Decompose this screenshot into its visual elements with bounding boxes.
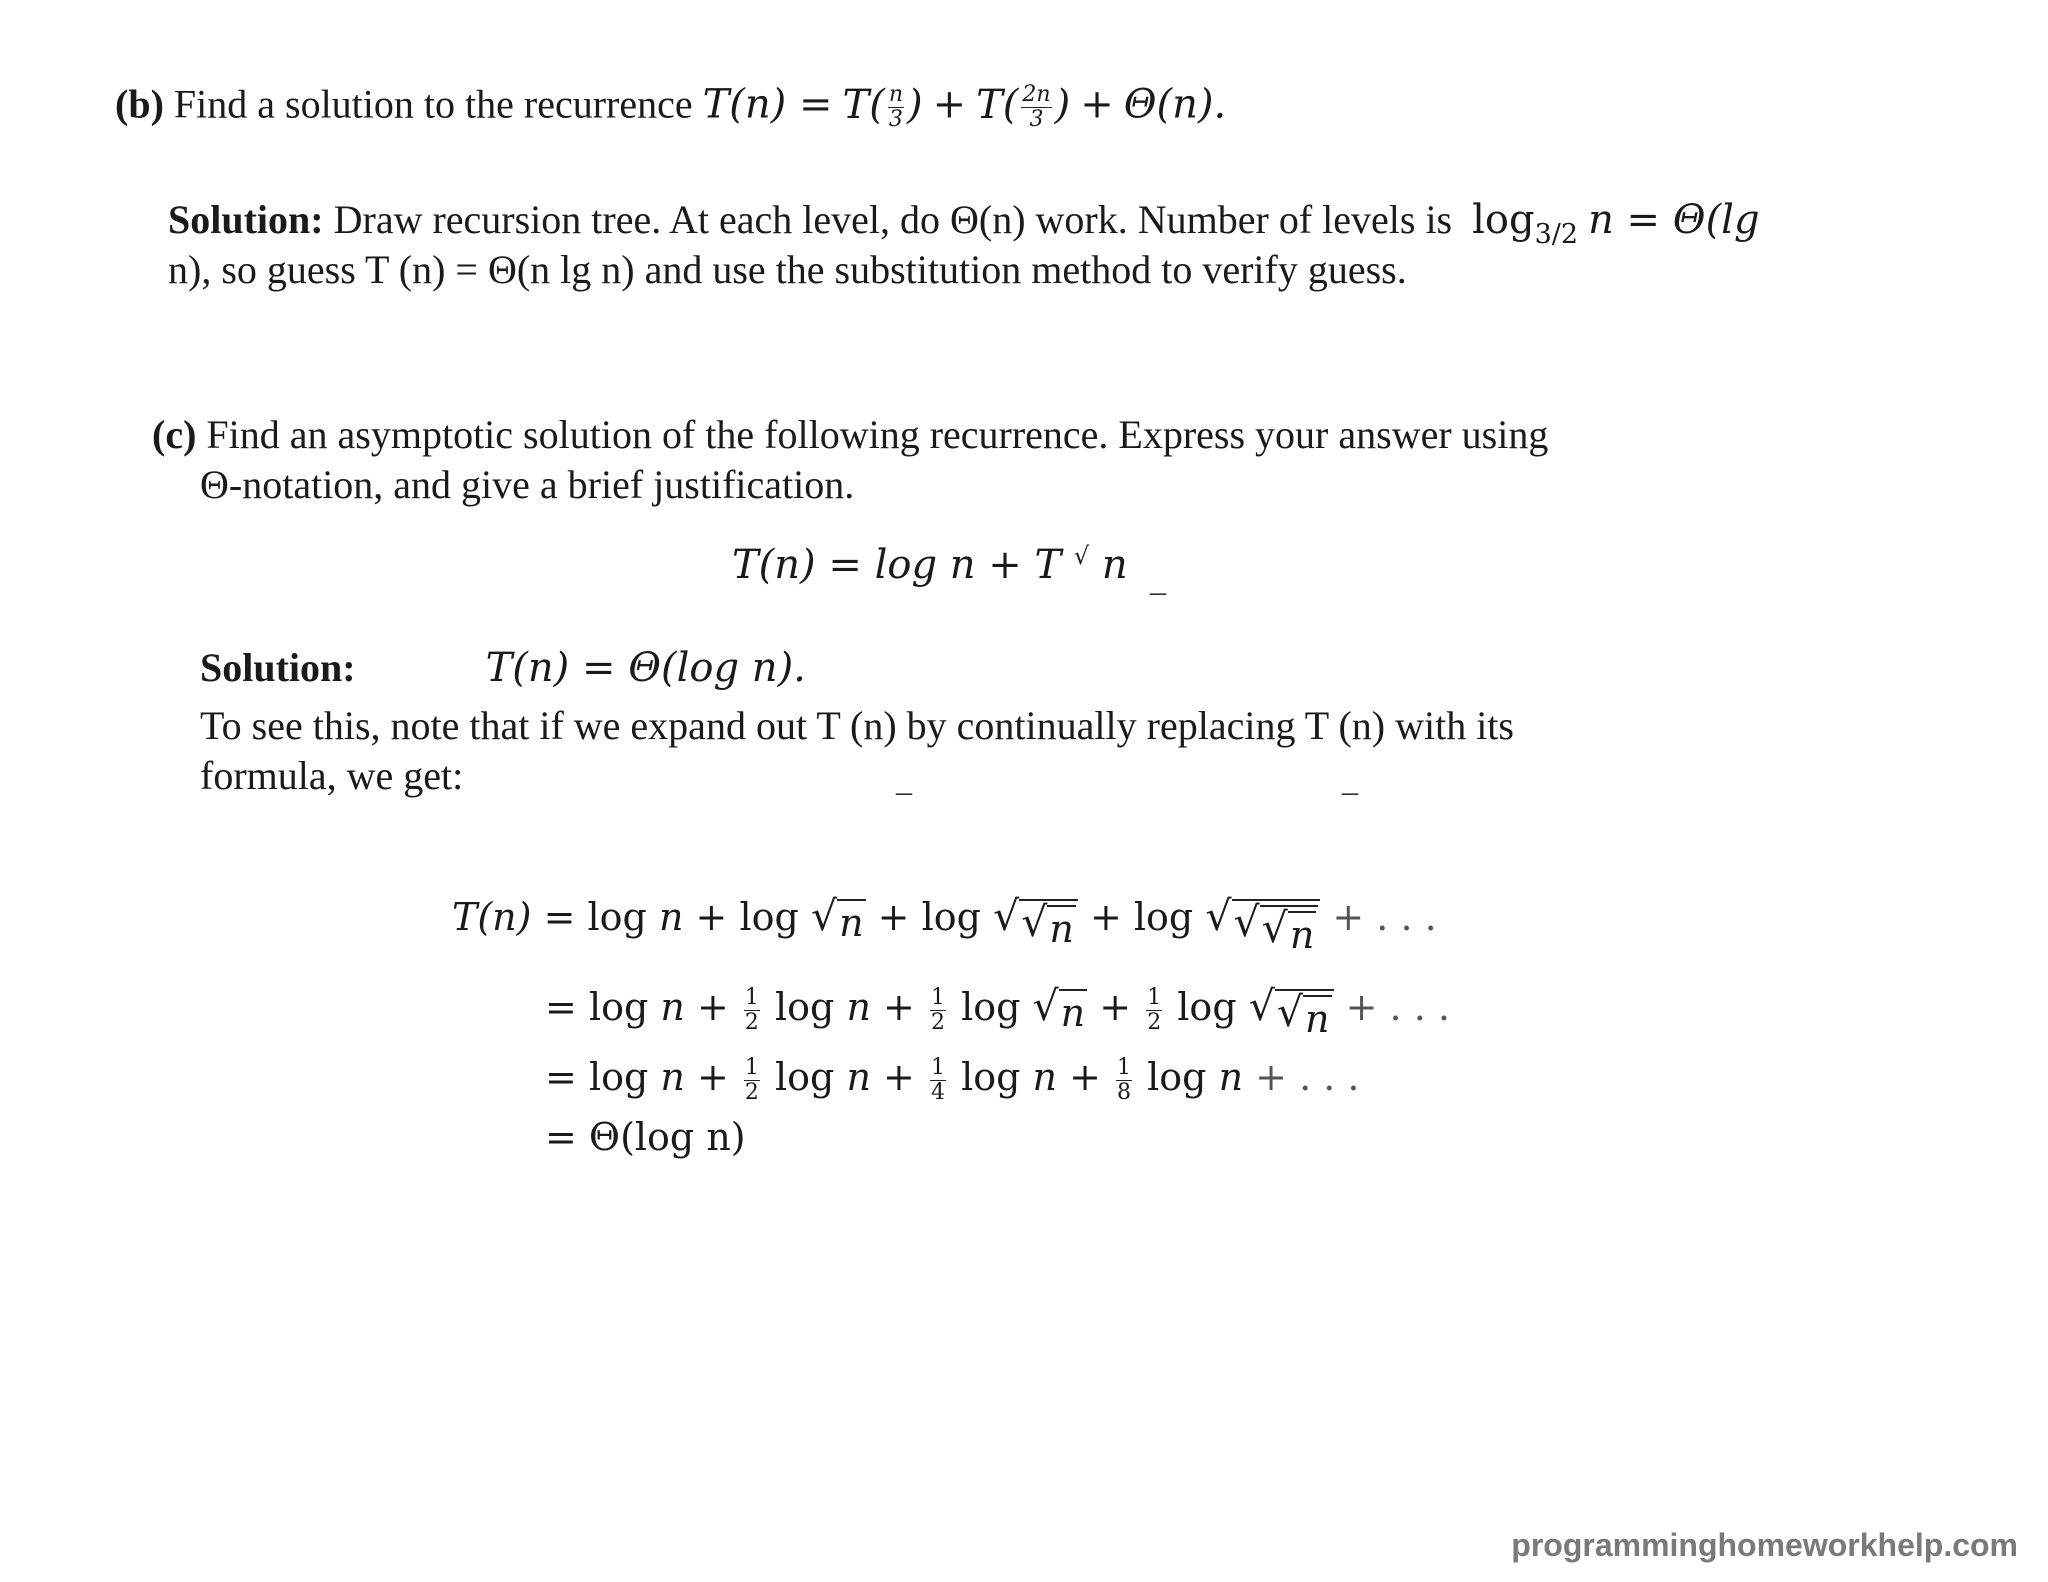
part-b-log: $\log_{3/2}$ xyxy=(1472,197,1579,250)
part-b-label: (b) xyxy=(115,81,164,127)
part-b-recurrence-lhs: T(n) = xyxy=(702,81,833,128)
part-b-term1: T( $\frac{n}{3}$ ) xyxy=(842,81,923,132)
part-c-question-text: Find an asymptotic solution of the following recurrence. Express your answer using xyxy=(206,412,1549,457)
derivation-row-4: = Θ(log n) xyxy=(545,1115,746,1159)
part-b-plus1: + xyxy=(932,81,967,128)
derivation-row-2: = log n + $\frac{1}{2}$ log n + $\frac{1}{2}$ log √ n + $\frac{1}{2}$ log √ √ n + . . . xyxy=(545,982,1450,1041)
part-b-question-text: Find a solution to the recurrence xyxy=(173,81,693,127)
part-c-solution-result: T(n) = Θ(log n). xyxy=(485,645,806,691)
part-c-question-line1 xyxy=(152,412,1549,457)
part-c-explain-line2: formula, we get: xyxy=(200,753,464,798)
part-c-dash-2: _ xyxy=(896,762,912,798)
part-b-term2: T( $\frac{2n}{3}$ ) xyxy=(976,81,1071,132)
part-c-explain-line1: To see this, note that if we expand out T (n) by continually replacing T (n) with its xyxy=(200,703,1514,748)
part-b-solution-line1 xyxy=(168,197,1760,250)
part-c-recurrence: T(n) = log n + T √ n xyxy=(732,542,1128,588)
part-b-solution-label: Solution: xyxy=(168,197,324,242)
part-c-solution-line xyxy=(200,645,806,691)
derivation-row-3: = log n + $\frac{1}{2}$ log n + $\frac{1}{4}$ log n + $\frac{1}{8}$ log n + . . . xyxy=(545,1055,1360,1105)
part-b-log-rest: n = Θ(lg xyxy=(1588,197,1760,243)
part-c-dash-3: _ xyxy=(1342,762,1358,798)
part-c-label: (c) xyxy=(152,412,197,457)
part-b-solution-line2: n), so guess T (n) = Θ(n lg n) and use the substitution method to verify guess. xyxy=(168,247,1407,292)
part-b-question xyxy=(115,81,1227,132)
derivation-row-1: T(n) = log n + log √ n + log √ √ n + log √ √ √ n + . . . xyxy=(452,892,1437,957)
footer-site-link[interactable]: programminghomeworkhelp.com xyxy=(1511,1527,2018,1563)
part-b-solution-text: Draw recursion tree. At each level, do Θ(n) work. Number of levels is xyxy=(333,197,1453,242)
part-c-solution-label: Solution: xyxy=(200,645,356,690)
part-b-plus2: + xyxy=(1080,81,1114,128)
part-b-term3: Θ(n). xyxy=(1123,81,1227,128)
part-c-dash-1: _ xyxy=(1150,562,1166,598)
part-c-question-line2: Θ-notation, and give a brief justification. xyxy=(200,462,855,507)
